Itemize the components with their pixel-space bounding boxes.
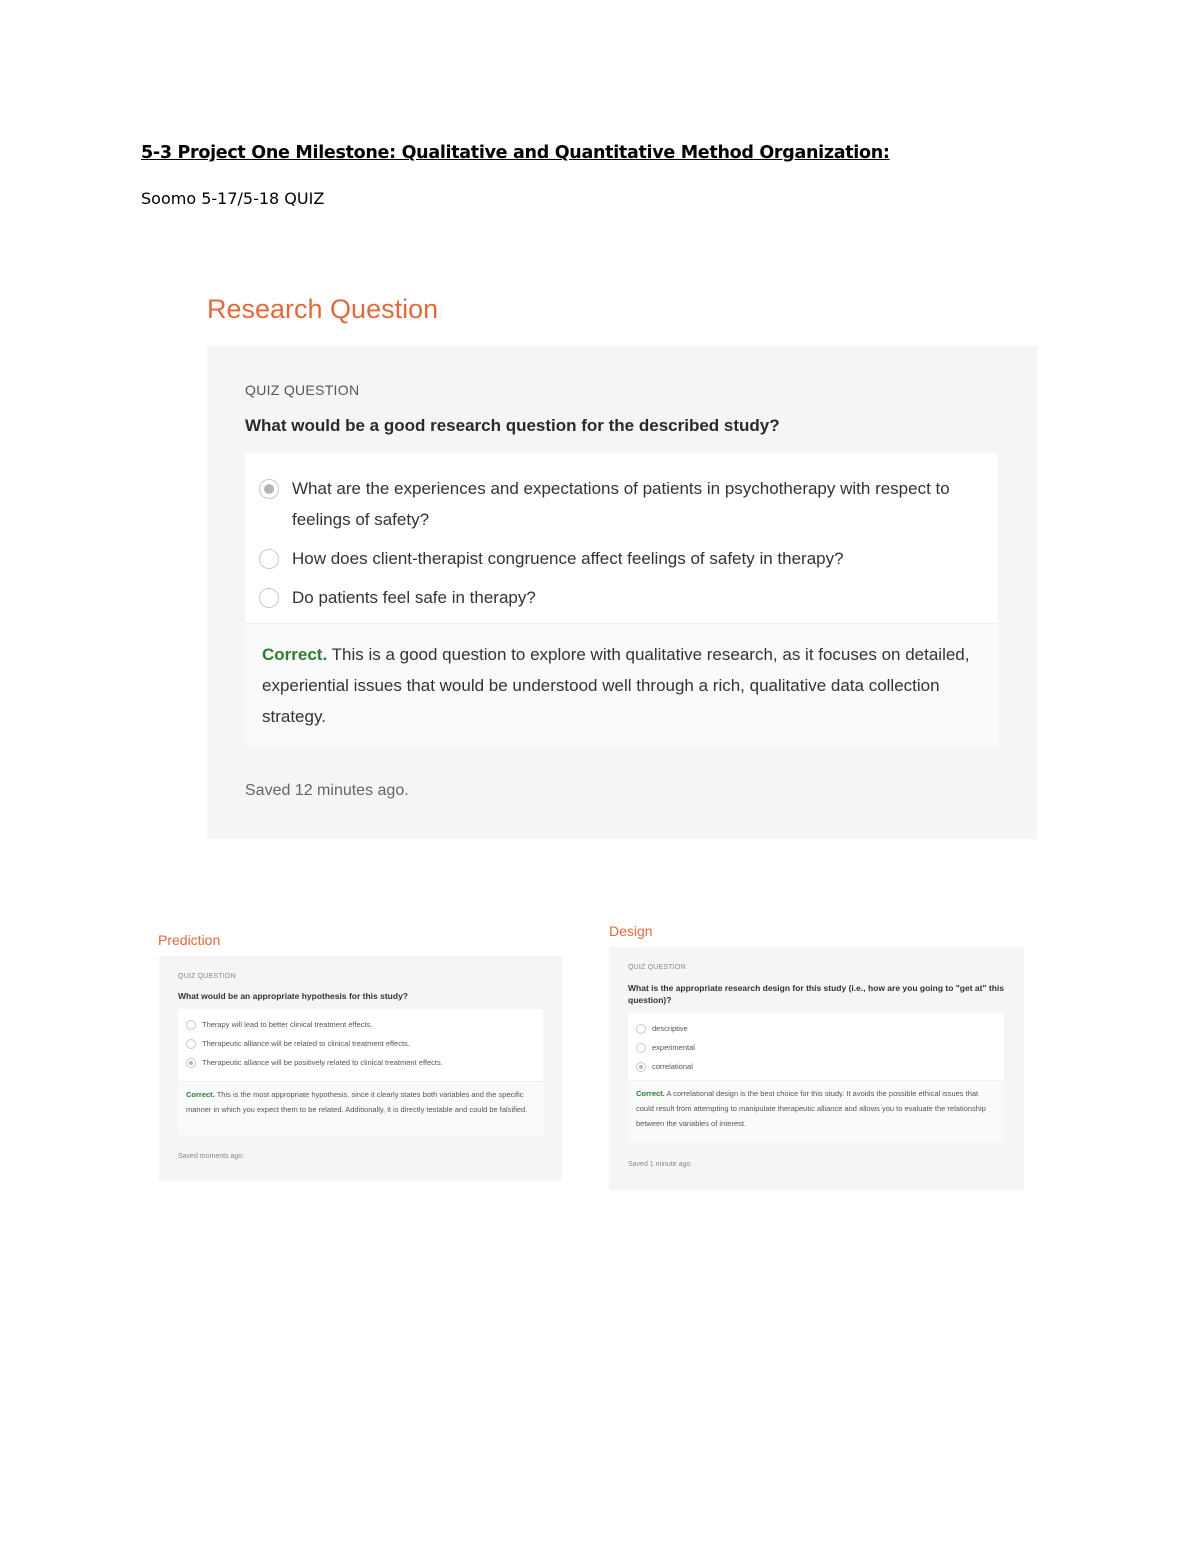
answer-options bbox=[245, 453, 998, 623]
feedback-text bbox=[636, 1086, 998, 1131]
quiz-question-text: What would be a good research question for the described study? bbox=[245, 416, 780, 435]
answer-option-3[interactable] bbox=[186, 1057, 443, 1069]
prediction-heading: Prediction bbox=[158, 932, 221, 948]
answer-option-2[interactable] bbox=[636, 1042, 695, 1054]
feedback-text bbox=[262, 639, 987, 732]
saved-status: Saved 1 minute ago. bbox=[628, 1161, 693, 1168]
feedback-text bbox=[186, 1087, 538, 1117]
research-question-heading: Research Question bbox=[207, 294, 439, 324]
document-subtitle: Soomo 5-17/5-18 QUIZ bbox=[141, 189, 325, 208]
feedback-correct-label: Correct. bbox=[186, 1090, 215, 1099]
answer-option-label: Therapeutic alliance will be related to clinical treatment effects. bbox=[202, 1039, 410, 1048]
radio-unselected-icon[interactable] bbox=[636, 1043, 646, 1053]
quiz-question-text: What is the appropriate research design for this study (i.e., how are you going to "get at" this question)? bbox=[628, 983, 1004, 1005]
answer-option-label: correlational bbox=[652, 1062, 693, 1071]
feedback-explanation: This is a good question to explore with qualitative research, as it focuses on detailed, experiential issues that would be understood well through a rich, qualitative data collection strategy. bbox=[262, 645, 970, 726]
answer-option-1[interactable] bbox=[186, 1019, 372, 1031]
radio-selected-icon[interactable] bbox=[259, 479, 279, 499]
quiz-label: QUIZ QUESTION bbox=[628, 964, 686, 971]
radio-unselected-icon[interactable] bbox=[186, 1020, 196, 1030]
answer-option-label: Do patients feel safe in therapy? bbox=[292, 588, 536, 607]
answer-option-label: descriptive bbox=[652, 1024, 688, 1033]
answer-option-label: Therapy will lead to better clinical treatment effects. bbox=[202, 1020, 373, 1029]
saved-status: Saved moments ago. bbox=[178, 1153, 245, 1160]
answer-option-label: How does client-therapist congruence affect feelings of safety in therapy? bbox=[292, 549, 844, 568]
answer-option-3[interactable] bbox=[636, 1061, 693, 1073]
answer-option-1[interactable] bbox=[259, 477, 969, 535]
quiz-label: QUIZ QUESTION bbox=[245, 382, 360, 398]
answer-options bbox=[178, 1009, 543, 1081]
answer-option-label: experimental bbox=[652, 1043, 695, 1052]
radio-selected-icon[interactable] bbox=[186, 1058, 196, 1068]
feedback-explanation: A correlational design is the best choice for this study. It avoids the possible ethical issues that could result from attempting to manipulate therapeutic alliance and allows you to evaluate the relationship between the variables of interest. bbox=[636, 1089, 986, 1128]
feedback-explanation: This is the most appropriate hypothesis, since it clearly states both variables and the specific manner in which you expect them to be related. Additionally, it is directly testable and could be falsified. bbox=[186, 1090, 528, 1114]
answer-option-label: Therapeutic alliance will be positively related to clinical treatment effects. bbox=[202, 1058, 443, 1067]
answer-option-3[interactable] bbox=[259, 586, 536, 613]
radio-unselected-icon[interactable] bbox=[636, 1024, 646, 1034]
design-quiz-panel bbox=[609, 947, 1024, 1190]
radio-unselected-icon[interactable] bbox=[259, 588, 279, 608]
answer-feedback bbox=[628, 1080, 1004, 1142]
prediction-quiz-panel bbox=[159, 956, 562, 1181]
answer-option-label: What are the experiences and expectations of patients in psychotherapy with respect to feelings of safety? bbox=[292, 479, 950, 529]
answer-option-2[interactable] bbox=[259, 547, 844, 574]
quiz-question-text: What would be an appropriate hypothesis for this study? bbox=[178, 991, 408, 1001]
document-title: 5-3 Project One Milestone: Qualitative and Quantitative Method Organization: bbox=[141, 143, 890, 163]
radio-selected-icon[interactable] bbox=[636, 1062, 646, 1072]
answer-feedback bbox=[178, 1081, 543, 1135]
answer-option-2[interactable] bbox=[186, 1038, 410, 1050]
answer-feedback bbox=[245, 623, 998, 746]
answer-options bbox=[628, 1013, 1004, 1080]
quiz-label: QUIZ QUESTION bbox=[178, 973, 236, 980]
radio-unselected-icon[interactable] bbox=[186, 1039, 196, 1049]
feedback-correct-label: Correct. bbox=[262, 645, 328, 664]
saved-status: Saved 12 minutes ago. bbox=[245, 782, 409, 799]
design-heading: Design bbox=[609, 923, 653, 939]
radio-unselected-icon[interactable] bbox=[259, 549, 279, 569]
feedback-correct-label: Correct. bbox=[636, 1089, 665, 1098]
research-question-quiz-panel bbox=[207, 346, 1037, 839]
answer-option-1[interactable] bbox=[636, 1023, 688, 1035]
